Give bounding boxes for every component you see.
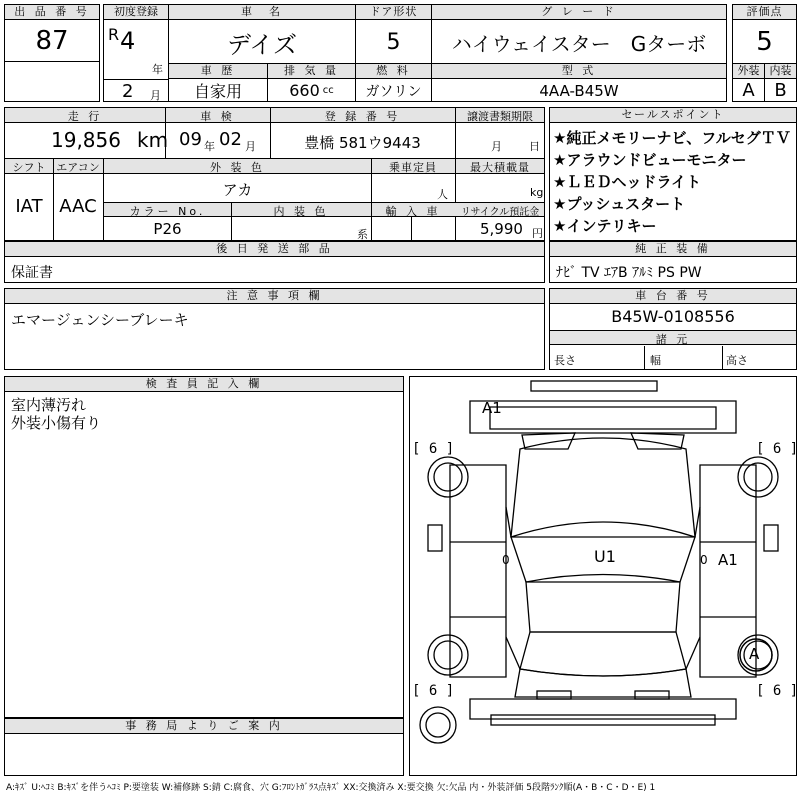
left-pillars (506, 507, 520, 669)
door-value: 5 (386, 29, 401, 55)
car-diagram-svg (410, 377, 799, 775)
length-label: 長さ (554, 354, 576, 367)
grade-cell (431, 4, 727, 64)
width-label: 幅 (650, 354, 661, 367)
fuel-cell (355, 63, 432, 102)
load-unit: kg (530, 186, 544, 199)
capacity-label: 乗車定員 (389, 161, 437, 174)
tread-front-left: [ 6 ] (412, 441, 455, 457)
score-label: 評価点 (733, 5, 796, 20)
front-bumper (470, 401, 736, 433)
spec-label: 諸 元 (655, 333, 691, 346)
reg-year-unit: 年 (152, 63, 163, 76)
sales-label: セールスポイント (550, 108, 796, 123)
lot-label: 出 品 番 号 (5, 5, 99, 20)
lot-cell (4, 4, 100, 62)
chassis-value: B45W-0108556 (611, 307, 735, 326)
car-name-cell (168, 4, 356, 64)
mirror-right (764, 525, 778, 551)
transfer-label: 譲渡書類期限 (467, 110, 533, 123)
import-label: 輸 入 車 (385, 205, 441, 218)
sales-point: ★純正メモリーナビ、フルセグＴＶ (553, 129, 791, 147)
color-value: アカ (222, 181, 253, 199)
first-reg-label: 初度登録 (104, 5, 168, 20)
model-value: 4AA-B45W (539, 81, 619, 100)
front-grille (490, 407, 716, 429)
inspector-line: 室内薄汚れ (11, 396, 87, 414)
inspector-block (4, 376, 404, 718)
tread-rear-left: [ 6 ] (412, 683, 455, 699)
color-no-value: P26 (153, 220, 182, 238)
interior-value: B (774, 80, 787, 101)
sales-points-block (549, 107, 797, 241)
color-label: 外 装 色 (210, 161, 265, 174)
displacement-cell (267, 63, 356, 102)
rear-bumper (470, 699, 736, 719)
mark-a1-front: A1 (482, 399, 502, 417)
model-label: 型 式 (432, 64, 726, 79)
chassis-block (549, 288, 797, 370)
insp-month: 02 (219, 129, 242, 150)
mirror-left (428, 525, 442, 551)
insp-month-unit: 月 (245, 140, 256, 153)
sales-point: ★アラウンドビューモニター (553, 151, 747, 169)
office-block (4, 718, 404, 776)
grade-label: グ レ ー ド (432, 5, 726, 20)
door-cell (355, 4, 432, 64)
capacity-unit: 人 (437, 188, 448, 201)
history-cell (168, 63, 268, 102)
int-color-label: 内 装 色 (273, 205, 329, 218)
shift-value: IAT (15, 196, 43, 217)
inspector-label: 検 査 員 記 入 欄 (5, 377, 403, 392)
inspector-line: 外装小傷有り (11, 414, 102, 432)
exterior-label: 外装 (733, 64, 764, 79)
notes-block (4, 288, 545, 370)
mark-a1-right: A1 (718, 551, 738, 569)
shift-label: シフト (12, 161, 46, 174)
roof (526, 582, 680, 632)
sales-point: ★ＬＥＤヘッドライト (553, 173, 701, 191)
mileage-label: 走 行 (67, 110, 103, 123)
reg-month-unit: 月 (150, 89, 161, 102)
car-diagram (409, 376, 797, 776)
reg-year: 4 (120, 27, 136, 55)
header-block (4, 4, 797, 102)
first-reg-cell (103, 4, 169, 102)
car-name-value: デイズ (226, 30, 298, 59)
car-name-label: 車 名 (169, 5, 355, 20)
plate-label: 登 録 番 号 (324, 110, 401, 123)
notes-value: エマージェンシーブレーキ (11, 311, 189, 329)
recycle-unit: 円 (532, 227, 543, 240)
legend-text: A:ｷｽﾞ U:ﾍｺﾐ B:ｷｽﾞを伴うﾍｺﾐ P:要塗装 W:補修跡 S:錆 C:腐食、穴 G:ﾌﾛﾝﾄｶﾞﾗｽ点ｷｽﾞ XX:交換済み X:要交換 欠:欠品 内・外装評価 5段階ﾗﾝｸ順(A・B・C・D・E) 1 (6, 783, 656, 793)
model-cell (431, 63, 727, 102)
mark-zero-right: 0 (700, 553, 708, 567)
ac-label: エアコン (56, 161, 100, 174)
tail-lamp-left (537, 691, 571, 699)
later-parts-block (4, 241, 545, 283)
grade-value: ハイウェイスター Gターボ (451, 31, 707, 56)
transfer-month-unit: 月 (491, 140, 502, 153)
equipment-block (549, 241, 797, 283)
load-label: 最大積載量 (470, 161, 530, 174)
ac-value: AAC (59, 196, 97, 217)
mark-zero-left: 0 (502, 553, 510, 567)
right-pillars (686, 507, 700, 669)
exterior-value: A (742, 80, 755, 101)
history-label: 車 歴 (169, 64, 267, 79)
tread-rear-right: [ 6 ] (756, 683, 799, 699)
mileage-unit: km (137, 128, 169, 152)
sales-point: ★プッシュスタート (553, 195, 686, 213)
later-parts-label: 後 日 発 送 部 品 (5, 242, 544, 257)
equipment-label: 純 正 装 備 (550, 242, 796, 257)
score-value: 5 (756, 27, 773, 57)
insp-year: 09 (179, 129, 202, 150)
inspection-label: 車 検 (200, 110, 235, 123)
office-label: 事 務 局 よ り ご 案 内 (5, 719, 403, 734)
history-value: 自家用 (193, 82, 242, 101)
displacement-label: 排 気 量 (268, 64, 355, 79)
rear-step (491, 715, 715, 725)
sales-point: ★インテリキー (553, 217, 657, 235)
exterior-cell (732, 63, 765, 102)
lot-value: 87 (35, 26, 69, 56)
era-mark: R (108, 25, 120, 44)
door-label: ドア形状 (356, 5, 431, 20)
reg-month: 2 (122, 81, 134, 102)
height-label: 高さ (726, 354, 748, 367)
left-door-lines (450, 542, 506, 617)
mark-u1-roof: U1 (594, 547, 616, 566)
rear-hatch (515, 669, 691, 697)
mark-a-rear: A (749, 645, 760, 663)
chassis-label: 車 台 番 号 (550, 289, 796, 304)
color-no-label: カラー No. (129, 205, 206, 218)
lot-blank (4, 61, 100, 102)
interior-label: 内装 (765, 64, 796, 79)
rear-glass (520, 632, 686, 676)
displacement-unit: cc (322, 85, 334, 96)
fuel-value: ガソリン (365, 83, 422, 100)
recycle-value: 5,990 (480, 220, 523, 238)
tread-front-right: [ 6 ] (756, 441, 799, 457)
tail-lamp-right (635, 691, 669, 699)
notes-label: 注 意 事 項 欄 (5, 289, 544, 304)
front-bumper-top (531, 381, 657, 391)
recycle-label: リサイクル預託金 (460, 207, 540, 218)
interior-cell (764, 63, 797, 102)
displacement-value: 660 (289, 81, 320, 100)
fuel-label: 燃 料 (356, 64, 431, 79)
plate-value: 豊橋 581ウ9443 (304, 134, 421, 152)
equipment-value: ﾅﾋﾞ TV ｴｱB ｱﾙﾐ PS PW (556, 265, 702, 281)
vehicle-details-block (4, 107, 545, 241)
later-parts-value: 保証書 (11, 265, 53, 281)
transfer-day-unit: 日 (529, 140, 540, 153)
int-color-unit: 系 (357, 228, 368, 241)
score-cell (732, 4, 797, 64)
insp-year-unit: 年 (204, 140, 215, 153)
mileage-value: 19,856 (51, 128, 121, 152)
